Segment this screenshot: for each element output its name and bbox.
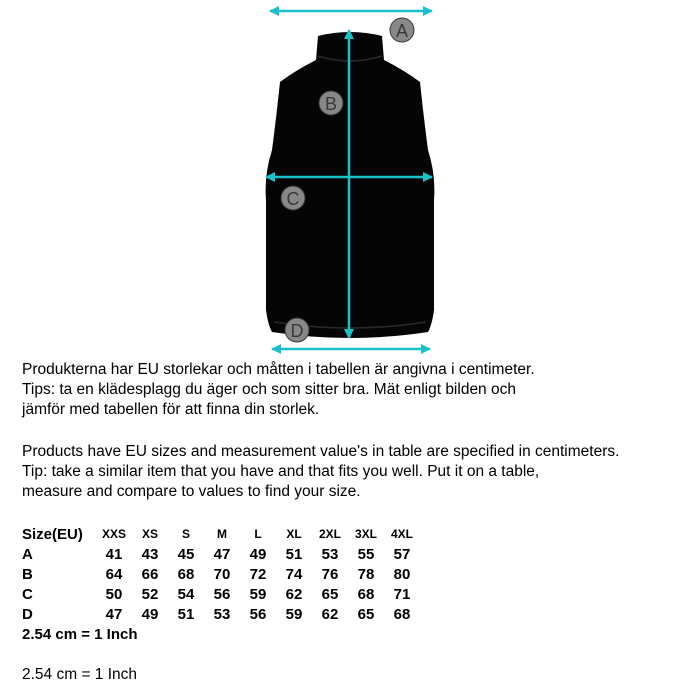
table-cell: 56	[213, 585, 231, 603]
table-cell: 54	[177, 585, 195, 603]
table-cell: 56	[249, 605, 267, 623]
table-cell: 68	[177, 565, 195, 583]
swedish-line-1: Produkterna har EU storlekar och måtten i tabellen är angivna i centimeter.	[22, 361, 535, 378]
table-cell: 52	[141, 585, 159, 603]
table-cell: 65	[321, 585, 339, 603]
marker-d-label: D	[290, 321, 304, 341]
size-header: 4XL	[390, 527, 413, 541]
table-cell: 62	[285, 585, 303, 603]
row-label: A	[22, 545, 33, 563]
table-cell: 53	[321, 545, 339, 563]
table-row	[22, 604, 420, 624]
table-cell: 47	[213, 545, 231, 563]
table-cell: 59	[285, 605, 303, 623]
size-header: XXS	[101, 527, 126, 541]
table-cell: 76	[321, 565, 339, 583]
marker-b	[319, 91, 343, 115]
row-label: C	[22, 585, 33, 603]
row-label: B	[22, 565, 33, 583]
marker-c	[281, 186, 305, 210]
swedish-instructions	[22, 360, 535, 420]
table-cell: 64	[105, 565, 123, 583]
table-row	[22, 544, 420, 564]
table-cell: 41	[105, 545, 123, 563]
size-header: 2XL	[318, 527, 341, 541]
table-cell: 49	[249, 545, 267, 563]
table-cell: 53	[213, 605, 231, 623]
table-cell: 57	[393, 545, 411, 563]
size-table-header-row	[22, 524, 420, 544]
table-cell: 80	[393, 565, 411, 583]
table-cell: 51	[285, 545, 303, 563]
size-header: S	[181, 527, 190, 541]
marker-a-label: A	[395, 21, 409, 41]
size-table	[22, 524, 420, 624]
table-cell: 55	[357, 545, 375, 563]
table-cell: 78	[357, 565, 375, 583]
table-cell: 47	[105, 605, 123, 623]
size-header: 3XL	[354, 527, 377, 541]
english-line-3: measure and compare to values to find your size.	[22, 483, 361, 500]
size-header: XL	[286, 527, 302, 541]
marker-a	[390, 18, 414, 42]
table-cell: 43	[141, 545, 159, 563]
table-cell: 50	[105, 585, 123, 603]
table-cell: 45	[177, 545, 195, 563]
table-cell: 71	[393, 585, 411, 603]
row-label: D	[22, 605, 33, 623]
size-header: XS	[141, 527, 158, 541]
english-line-2: Tip: take a similar item that you have and that fits you well. Put it on a table,	[22, 463, 540, 480]
table-cell: 68	[393, 605, 411, 623]
inch-conversion-plain: 2.54 cm = 1 Inch	[22, 666, 138, 683]
table-cell: 74	[285, 565, 303, 583]
table-row	[22, 584, 420, 604]
table-cell: 72	[249, 565, 267, 583]
table-cell: 51	[177, 605, 195, 623]
table-cell: 70	[213, 565, 231, 583]
marker-c-label: C	[286, 189, 300, 209]
marker-b-label: B	[324, 94, 338, 114]
table-cell: 65	[357, 605, 375, 623]
table-cell: 66	[141, 565, 159, 583]
table-cell: 62	[321, 605, 339, 623]
english-instructions	[22, 442, 619, 502]
table-row	[22, 564, 420, 584]
inch-conversion-bold: 2.54 cm = 1 Inch	[22, 626, 138, 643]
table-cell: 49	[141, 605, 159, 623]
marker-d	[285, 318, 309, 342]
size-header: M	[217, 527, 227, 541]
table-cell: 68	[357, 585, 375, 603]
swedish-line-2: Tips: ta en klädesplagg du äger och som sitter bra. Mät enligt bilden och	[22, 381, 516, 398]
swedish-line-3: jämför med tabellen för att finna din storlek.	[22, 401, 320, 418]
table-cell: 59	[249, 585, 267, 603]
english-line-1: Products have EU sizes and measurement value's in table are specified in centimeters.	[22, 443, 620, 460]
size-header-label: Size(EU)	[22, 525, 83, 543]
size-header: L	[254, 527, 262, 541]
